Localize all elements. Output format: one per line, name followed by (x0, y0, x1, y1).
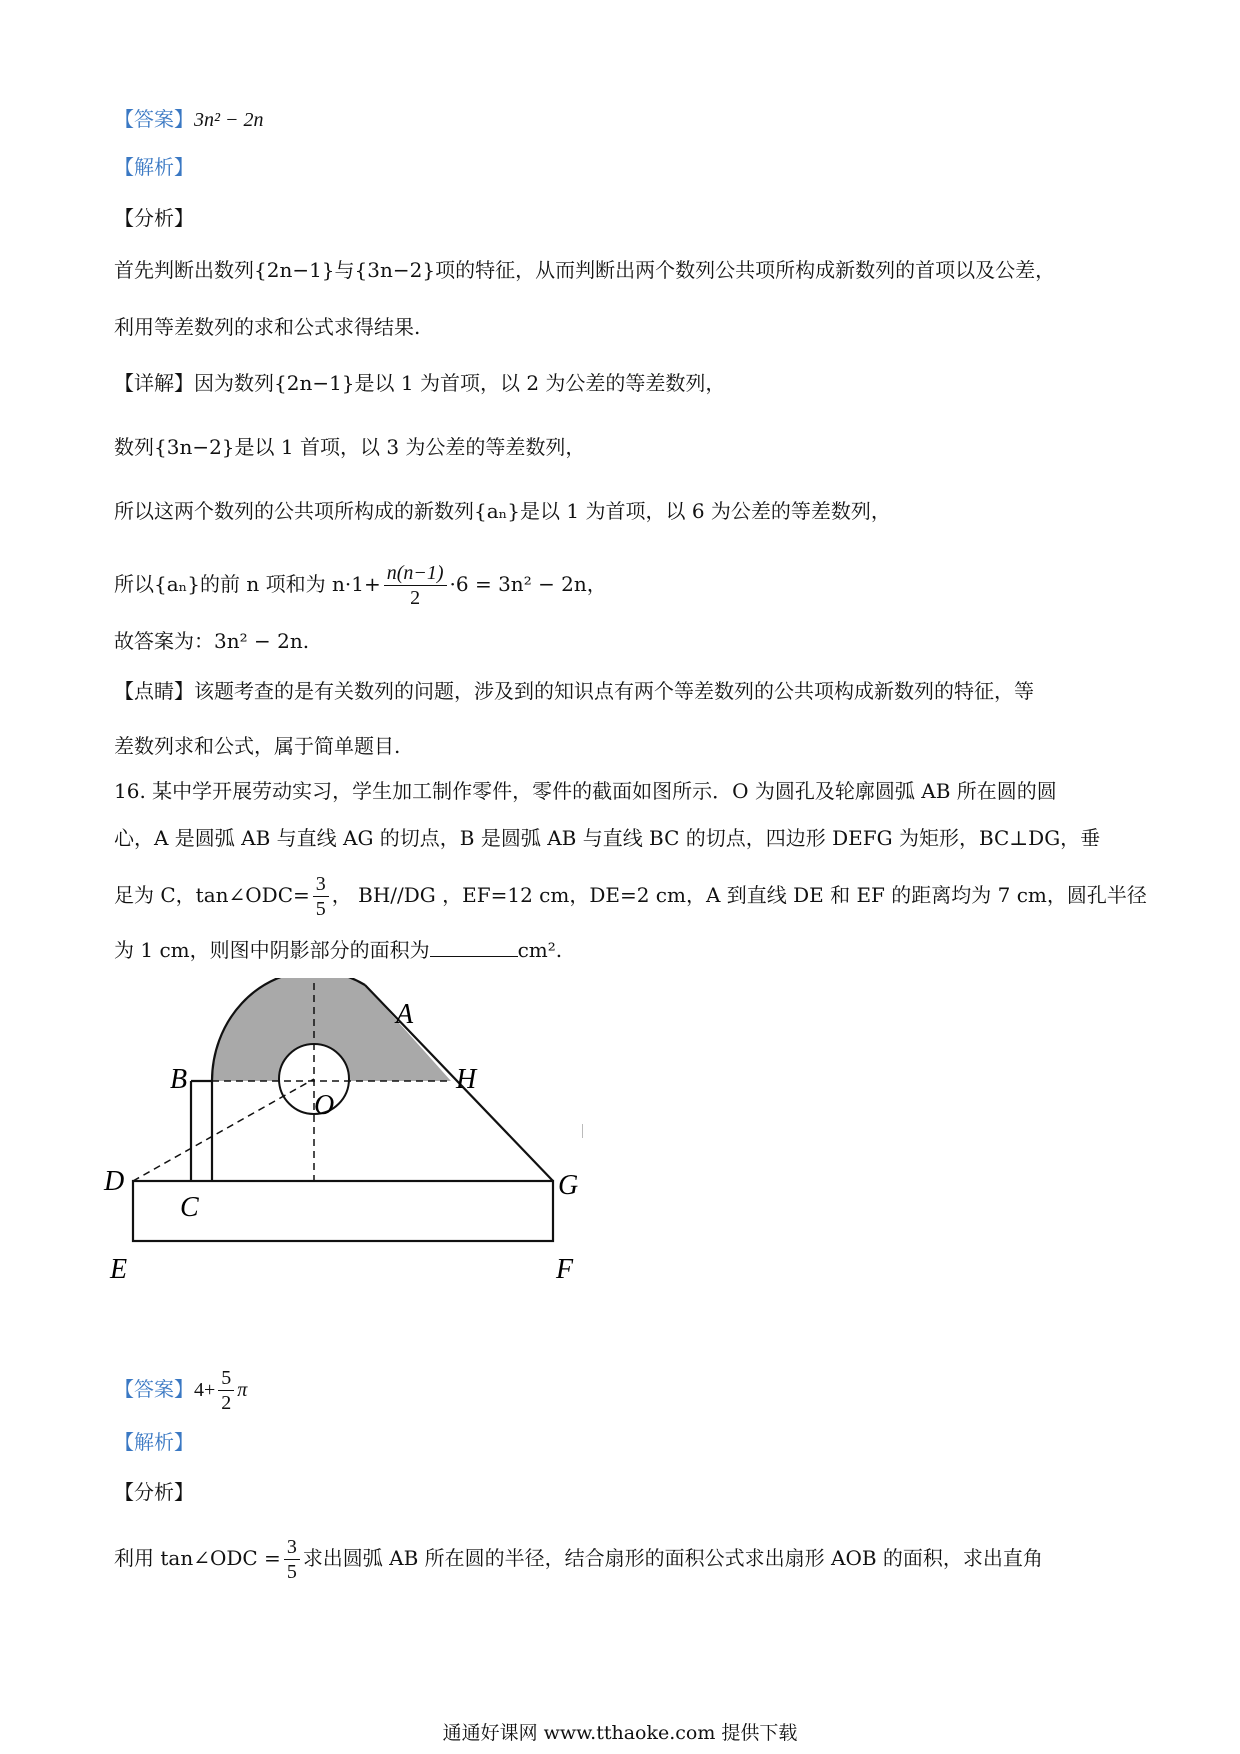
answer-blank (430, 938, 518, 957)
q16-tan-num: 3 (313, 872, 329, 897)
q16-line3 (114, 870, 1147, 921)
q15-fenxi-tag: 【分析】 (114, 206, 194, 230)
sum-frac-num: n(n−1) (384, 561, 447, 586)
sum-frac-den: 2 (410, 587, 421, 609)
label-C: C (180, 1192, 199, 1223)
q16-line2: 心，A 是圆弧 AB 与直线 AG 的切点，B 是圆弧 AB 与直线 BC 的切点，四边形 DEFG 为矩形，BC⊥DG，垂 (114, 826, 1101, 850)
label-G: G (558, 1170, 579, 1201)
sum-fraction (384, 561, 447, 610)
q16-fenxi-tag: 【分析】 (114, 1480, 194, 1504)
q16-line3-pre: 足为 C，tan∠ODC= (114, 883, 310, 907)
q16-fenxi-post: 求出圆弧 AB 所在圆的半径，结合扇形的面积公式求出扇形 AOB 的面积，求出直角 (302, 1546, 1043, 1570)
label-E: E (110, 1254, 128, 1285)
q16-fenxi-row (114, 1530, 1043, 1586)
label-F: F (556, 1254, 574, 1285)
scan-artifact (582, 1124, 583, 1138)
q15-xiangjie-line5: 故答案为：3n² − 2n. (114, 629, 310, 653)
label-O: O (314, 1090, 335, 1121)
label-H: H (456, 1064, 477, 1095)
q15-dianjing-line2: 差数列求和公式，属于简单题目. (114, 734, 401, 758)
q16-line3-post: ， BH//DG ，EF=12 cm，DE=2 cm，A 到直线 DE 和 EF 的距离均为 7 cm，圆孔半径 (331, 883, 1147, 907)
answer-tag: 【答案】 (114, 107, 194, 131)
sum-post: ·6 = 3n² − 2n， (449, 572, 607, 596)
q16-answer-num: 5 (218, 1366, 234, 1391)
q16-fenxi-fraction (284, 1535, 300, 1584)
dianjing-line1: 该题考查的是有关数列的问题，涉及到的知识点有两个等差数列的公共项构成新数列的特征，等 (194, 679, 1034, 703)
answer-value: 3n² − 2n (194, 109, 264, 131)
page-footer: 通通好课网 www.tthaoke.com 提供下载 (442, 1722, 798, 1744)
q16-line4-pre: 为 1 cm，则图中阴影部分的面积为 (114, 938, 430, 962)
q16-line1: 16. 某中学开展劳动实习，学生加工制作零件，零件的截面如图所示．O 为圆孔及轮廓圆弧 AB 所在圆的圆 (114, 779, 1057, 803)
q15-xiangjie-line3: 所以这两个数列的公共项所构成的新数列{aₙ}是以 1 为首项，以 6 为公差的等差数列， (114, 499, 891, 523)
q16-tan-fraction (313, 872, 329, 921)
q16-answer-den: 2 (221, 1392, 232, 1414)
q16-answer-post: π (237, 1379, 248, 1401)
q16-line4 (114, 935, 562, 965)
q16-tan-den: 5 (315, 898, 326, 920)
dianjing-tag: 【点睛】 (114, 679, 194, 703)
label-D: D (104, 1166, 125, 1197)
q16-fenxi-pre: 利用 tan∠ODC = (114, 1546, 281, 1570)
q15-xiangjie-line2: 数列{3n−2}是以 1 首项，以 3 为公差的等差数列， (114, 435, 586, 459)
label-B: B (170, 1064, 188, 1095)
q15-fenxi-line1: 首先判断出数列{2n−1}与{3n−2}项的特征，从而判断出两个数列公共项所构成新数列的首项以及公差， (114, 258, 1056, 282)
xiangjie-line1: 因为数列{2n−1}是以 1 为首项，以 2 为公差的等差数列， (194, 371, 726, 395)
q16-answer-row (114, 1364, 247, 1415)
q16-fenxi-num: 3 (284, 1535, 300, 1560)
sum-pre: 所以{aₙ}的前 n 项和为 n·1+ (114, 572, 381, 596)
q16-fenxi-den: 5 (286, 1561, 297, 1583)
q15-analysis-tag: 【解析】 (114, 155, 194, 179)
q15-xiangjie-row1 (114, 368, 725, 398)
q16-analysis-tag: 【解析】 (114, 1430, 194, 1454)
label-A: A (396, 999, 414, 1030)
q16-answer-tag: 【答案】 (114, 1377, 194, 1401)
q15-xiangjie-sum-row (114, 560, 607, 610)
q16-line4-post: cm². (517, 938, 563, 962)
geometry-diagram (100, 978, 620, 1298)
q16-answer-fraction (218, 1366, 234, 1415)
q16-answer-pre: 4+ (194, 1379, 216, 1401)
q15-answer-row (114, 104, 264, 135)
xiangjie-tag: 【详解】 (114, 371, 194, 395)
q15-dianjing-row1 (114, 676, 1034, 706)
q15-fenxi-line2: 利用等差数列的求和公式求得结果. (114, 315, 421, 339)
